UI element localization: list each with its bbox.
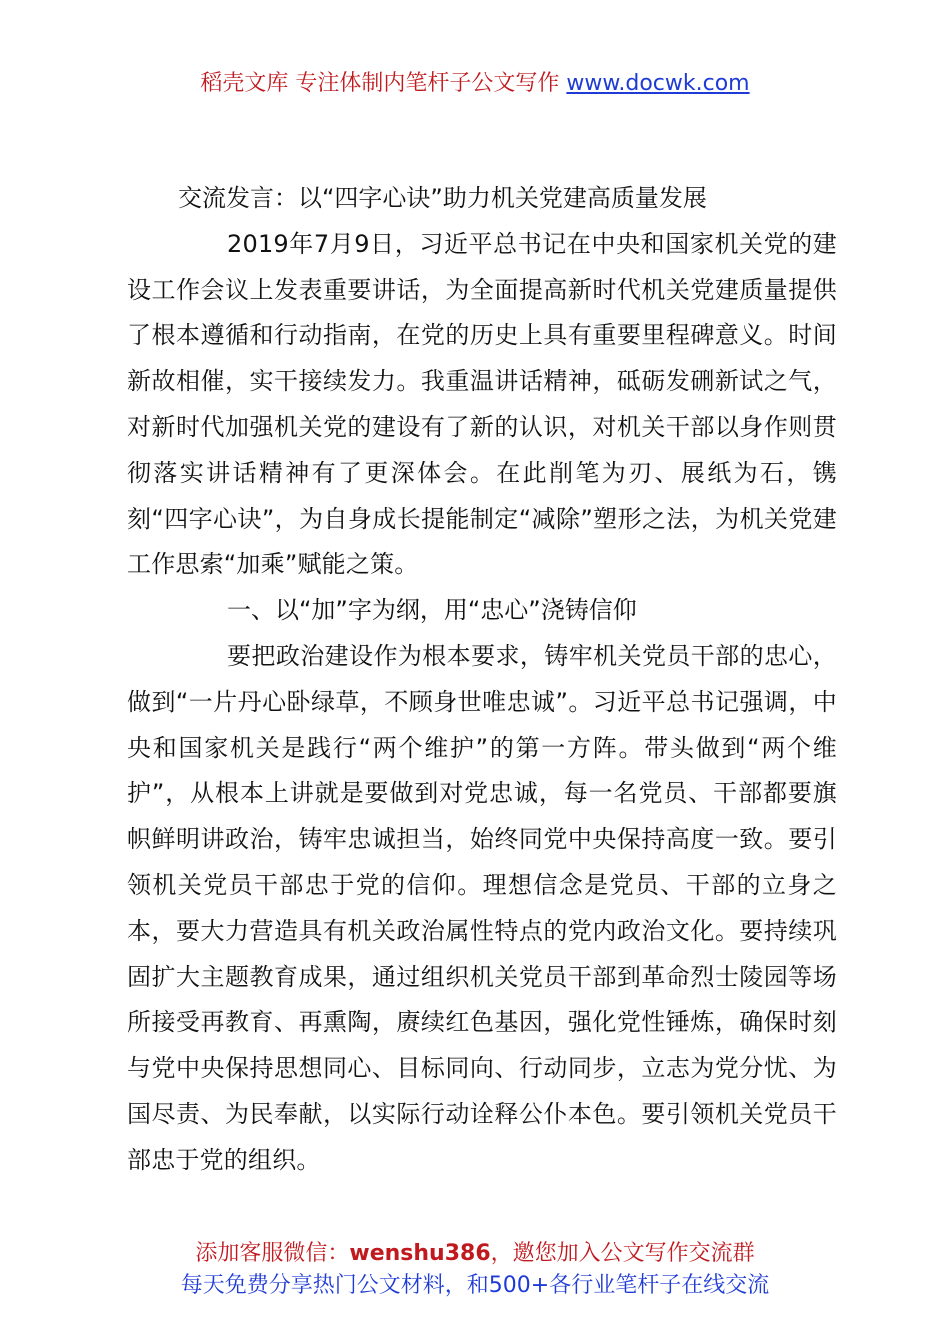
paragraph-intro: 2019年7月9日，习近平总书记在中央和国家机关党的建设工作会议上发表重要讲话，为全面提高新时代机关党建质量提供了根本遵循和行动指南，在党的历史上具有重要里程碑意义。时间新故相催，实干接续发力。我重温讲话精神，砥砺发硎新试之气，对新时代加强机关党的建设有了新的认识，对机关干部以身作则贯彻落实讲话精神有了更深体会。在此削笔为刃、展纸为石，镌刻“四字心诀”，为自身成长提能制定“减除”塑形之法，为机关党建工作思索“加乘”赋能之策。 (127, 229, 837, 579)
header-brand-text: 稻壳文库 专注体制内笔杆子公文写作 (200, 71, 560, 96)
footer-line-2: 每天免费分享热门公文材料，和500+各行业笔杆子在线交流 (180, 1273, 770, 1298)
document-title: 交流发言：以“四字心诀”助力机关党建高质量发展 (178, 184, 707, 212)
section-heading-1: 一、以“加”字为纲，用“忠心”浇铸信仰 (227, 596, 637, 625)
watermark-header (0, 70, 950, 98)
footer-line-1 (0, 1238, 950, 1270)
document-body (127, 176, 837, 1184)
footer-prefix: 添加客服微信： (195, 1241, 350, 1266)
header-website-link[interactable]: www.docwk.com (566, 71, 750, 96)
footer-wechat-id: wenshu386 (349, 1241, 491, 1266)
footer-suffix: ，邀您加入公文写作交流群 (490, 1241, 755, 1266)
paragraph-section-1: 要把政治建设作为根本要求，铸牢机关党员干部的忠心，做到“一片丹心卧绿草，不顾身世唯忠诚”。习近平总书记强调，中央和国家机关是践行“两个维护”的第一方阵。带头做到“两个维护”，从根本上讲就是要做到对党忠诚，每一名党员、干部都要旗帜鲜明讲政治，铸牢忠诚担当，始终同党中央保持高度一致。要引领机关党员干部忠于党的信仰。理想信念是党员、干部的立身之本，要大力营造具有机关政治属性特点的党内政治文化。要持续巩固扩大主题教育成果，通过组织机关党员干部到革命烈士陵园等场所接受再教育、再熏陶，赓续红色基因，强化党性锤炼，确保时刻与党中央保持思想同心、目标同向、行动同步，立志为党分忧、为国尽责、为民奉献，以实际行动诠释公仆本色。要引领机关党员干部忠于党的组织。 (127, 641, 837, 1174)
watermark-footer (0, 1238, 950, 1302)
